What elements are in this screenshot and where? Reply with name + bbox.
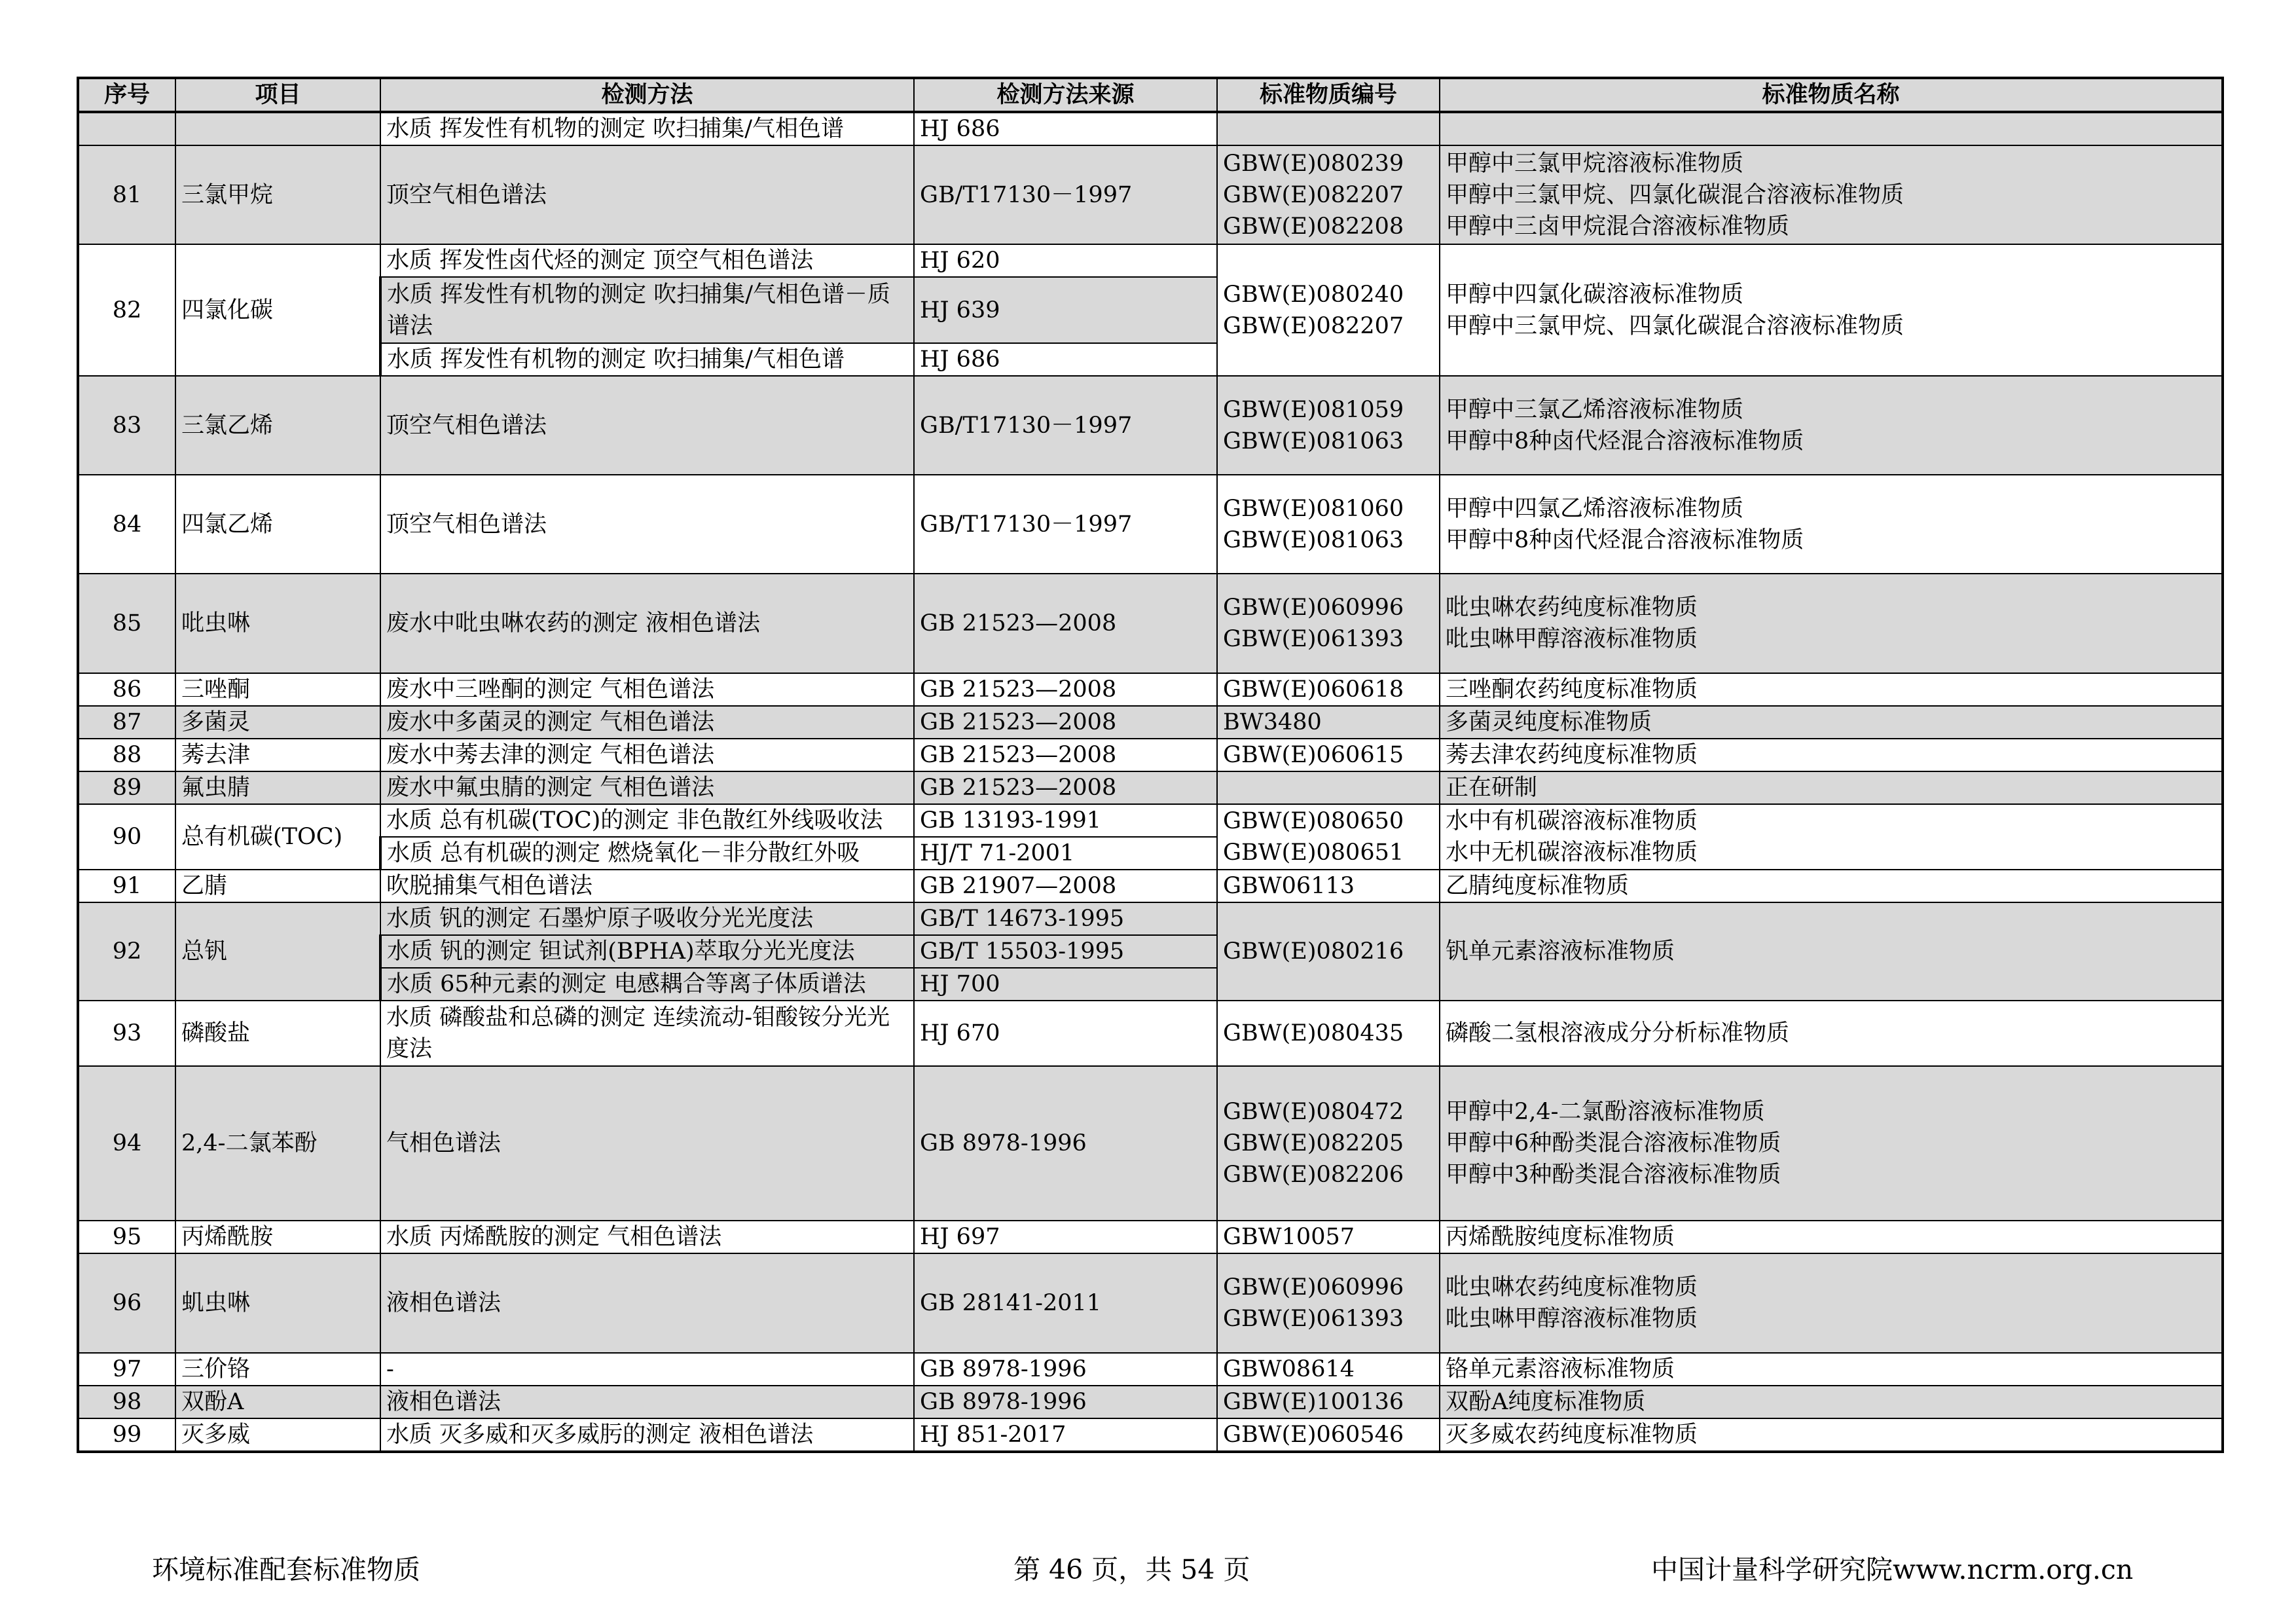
cell-method: 气相色谱法 — [380, 1066, 914, 1221]
cell-item: 氟虫腈 — [175, 771, 380, 804]
cell-item: 乙腈 — [175, 870, 380, 902]
cell-method-source: GB 21523—2008 — [914, 739, 1217, 771]
cell-material-name: 灭多威农药纯度标准物质 — [1440, 1418, 2223, 1452]
cell-item: 2,4-二氯苯酚 — [175, 1066, 380, 1221]
table-row — [78, 244, 2223, 277]
cell-method: 水质 丙烯酰胺的测定 气相色谱法 — [380, 1221, 914, 1253]
cell-method: 废水中氟虫腈的测定 气相色谱法 — [380, 771, 914, 804]
cell-material-code: GBW08614 — [1217, 1353, 1440, 1386]
cell-no: 84 — [78, 475, 175, 574]
cell-item: 三价铬 — [175, 1353, 380, 1386]
cell-material-code: GBW(E)080216 — [1217, 902, 1440, 1001]
cell-material-name: 丙烯酰胺纯度标准物质 — [1440, 1221, 2223, 1253]
table-row — [78, 1253, 2223, 1353]
cell-no: 81 — [78, 145, 175, 244]
cell-item: 总钒 — [175, 902, 380, 1001]
cell-no: 87 — [78, 706, 175, 739]
cell-material-code: GBW06113 — [1217, 870, 1440, 902]
cell-method-source: GB 21523—2008 — [914, 673, 1217, 706]
cell-method-source: HJ 620 — [914, 244, 1217, 277]
cell-item: 三氯乙烯 — [175, 376, 380, 475]
table-row — [78, 574, 2223, 673]
cell-item: 磷酸盐 — [175, 1001, 380, 1066]
cell-material-code — [1217, 112, 1440, 145]
table-row — [78, 145, 2223, 244]
cell-material-code: GBW(E)080240 GBW(E)082207 — [1217, 244, 1440, 376]
cell-method-source: HJ 686 — [914, 343, 1217, 376]
table-row — [78, 1386, 2223, 1418]
cell-method: 水质 钒的测定 石墨炉原子吸收分光光度法 — [380, 902, 914, 935]
table-row — [78, 804, 2223, 837]
cell-material-name: 甲醇中三氯甲烷溶液标准物质 甲醇中三氯甲烷、四氯化碳混合溶液标准物质 甲醇中三卤甲烷混合溶液标准物质 — [1440, 145, 2223, 244]
cell-no: 82 — [78, 244, 175, 376]
cell-method: 水质 磷酸盐和总磷的测定 连续流动-钼酸铵分光光度法 — [380, 1001, 914, 1066]
cell-method-source: GB 21907—2008 — [914, 870, 1217, 902]
cell-material-name: 铬单元素溶液标准物质 — [1440, 1353, 2223, 1386]
cell-item: 丙烯酰胺 — [175, 1221, 380, 1253]
cell-method: 水质 总有机碳(TOC)的测定 非色散红外线吸收法 — [380, 804, 914, 837]
footer-document-title: 环境标准配套标准物质 — [152, 1554, 420, 1585]
cell-no: 95 — [78, 1221, 175, 1253]
cell-method: 水质 挥发性有机物的测定 吹扫捕集/气相色谱－质谱法 — [380, 277, 914, 343]
cell-method-source: GB 8978-1996 — [914, 1353, 1217, 1386]
cell-method: - — [380, 1353, 914, 1386]
header-material-code: 标准物质编号 — [1217, 78, 1440, 112]
cell-method: 液相色谱法 — [380, 1253, 914, 1353]
table-header-row — [78, 78, 2223, 112]
cell-method: 水质 65种元素的测定 电感耦合等离子体质谱法 — [380, 968, 914, 1001]
cell-method-source: HJ 686 — [914, 112, 1217, 145]
cell-method-source: GB 8978-1996 — [914, 1066, 1217, 1221]
cell-material-code: BW3480 — [1217, 706, 1440, 739]
cell-method-source: GB 21523—2008 — [914, 771, 1217, 804]
cell-item: 莠去津 — [175, 739, 380, 771]
cell-material-name: 三唑酮农药纯度标准物质 — [1440, 673, 2223, 706]
cell-item: 四氯乙烯 — [175, 475, 380, 574]
cell-material-code — [1217, 771, 1440, 804]
table-row — [78, 1066, 2223, 1221]
cell-item: 四氯化碳 — [175, 244, 380, 376]
cell-material-code: GBW(E)060546 — [1217, 1418, 1440, 1452]
table-row — [78, 1353, 2223, 1386]
cell-material-code: GBW10057 — [1217, 1221, 1440, 1253]
cell-method-source: HJ 697 — [914, 1221, 1217, 1253]
cell-no: 98 — [78, 1386, 175, 1418]
cell-method-source: GB 21523—2008 — [914, 574, 1217, 673]
cell-material-name: 吡虫啉农药纯度标准物质 吡虫啉甲醇溶液标准物质 — [1440, 574, 2223, 673]
cell-item: 三氯甲烷 — [175, 145, 380, 244]
cell-material-name: 正在研制 — [1440, 771, 2223, 804]
table-row — [78, 706, 2223, 739]
cell-material-code: GBW(E)060618 — [1217, 673, 1440, 706]
cell-item: 多菌灵 — [175, 706, 380, 739]
cell-item: 三唑酮 — [175, 673, 380, 706]
cell-material-name: 多菌灵纯度标准物质 — [1440, 706, 2223, 739]
cell-method: 废水中莠去津的测定 气相色谱法 — [380, 739, 914, 771]
cell-no: 96 — [78, 1253, 175, 1353]
cell-method: 水质 挥发性有机物的测定 吹扫捕集/气相色谱 — [380, 112, 914, 145]
cell-method: 顶空气相色谱法 — [380, 475, 914, 574]
header-method-source: 检测方法来源 — [914, 78, 1217, 112]
table-row — [78, 1001, 2223, 1066]
cell-no: 91 — [78, 870, 175, 902]
cell-method: 水质 钒的测定 钽试剂(BPHA)萃取分光光度法 — [380, 935, 914, 968]
header-item: 项目 — [175, 78, 380, 112]
cell-method-source: GB 8978-1996 — [914, 1386, 1217, 1418]
cell-material-name: 甲醇中2,4-二氯酚溶液标准物质 甲醇中6种酚类混合溶液标准物质 甲醇中3种酚类混合溶液标准物质 — [1440, 1066, 2223, 1221]
cell-material-code: GBW(E)080650 GBW(E)080651 — [1217, 804, 1440, 870]
cell-material-code: GBW(E)060996 GBW(E)061393 — [1217, 1253, 1440, 1353]
cell-method-source: HJ 700 — [914, 968, 1217, 1001]
cell-item: 双酚A — [175, 1386, 380, 1418]
table-row — [78, 902, 2223, 935]
reference-material-table — [77, 77, 2224, 1453]
cell-item: 虮虫啉 — [175, 1253, 380, 1353]
cell-method-source: GB/T17130－1997 — [914, 376, 1217, 475]
cell-no: 85 — [78, 574, 175, 673]
header-material-name: 标准物质名称 — [1440, 78, 2223, 112]
cell-method: 水质 灭多威和灭多威肟的测定 液相色谱法 — [380, 1418, 914, 1452]
table-row — [78, 475, 2223, 574]
cell-material-code: GBW(E)060996 GBW(E)061393 — [1217, 574, 1440, 673]
cell-material-name: 甲醇中四氯化碳溶液标准物质 甲醇中三氯甲烷、四氯化碳混合溶液标准物质 — [1440, 244, 2223, 376]
cell-material-code: GBW(E)081059 GBW(E)081063 — [1217, 376, 1440, 475]
cell-material-code: GBW(E)080435 — [1217, 1001, 1440, 1066]
cell-no: 89 — [78, 771, 175, 804]
cell-material-name: 钒单元素溶液标准物质 — [1440, 902, 2223, 1001]
cell-item — [175, 112, 380, 145]
table-row — [78, 1418, 2223, 1452]
table-row — [78, 376, 2223, 475]
footer-page-number: 第 46 页，共 54 页 — [1013, 1554, 1250, 1585]
table-row — [78, 771, 2223, 804]
cell-method: 水质 挥发性有机物的测定 吹扫捕集/气相色谱 — [380, 343, 914, 376]
cell-material-name: 磷酸二氢根溶液成分分析标准物质 — [1440, 1001, 2223, 1066]
cell-material-name — [1440, 112, 2223, 145]
cell-method: 废水中三唑酮的测定 气相色谱法 — [380, 673, 914, 706]
cell-material-code: GBW(E)081060 GBW(E)081063 — [1217, 475, 1440, 574]
cell-method: 顶空气相色谱法 — [380, 376, 914, 475]
cell-material-code: GBW(E)080239 GBW(E)082207 GBW(E)082208 — [1217, 145, 1440, 244]
cell-material-code: GBW(E)080472 GBW(E)082205 GBW(E)082206 — [1217, 1066, 1440, 1221]
cell-item: 总有机碳(TOC) — [175, 804, 380, 870]
cell-item: 吡虫啉 — [175, 574, 380, 673]
cell-method-source: GB 21523—2008 — [914, 706, 1217, 739]
table-row — [78, 673, 2223, 706]
cell-material-name: 水中有机碳溶液标准物质 水中无机碳溶液标准物质 — [1440, 804, 2223, 870]
header-method: 检测方法 — [380, 78, 914, 112]
cell-method-source: GB/T 14673-1995 — [914, 902, 1217, 935]
cell-material-code: GBW(E)060615 — [1217, 739, 1440, 771]
cell-material-name: 吡虫啉农药纯度标准物质 吡虫啉甲醇溶液标准物质 — [1440, 1253, 2223, 1353]
cell-no: 90 — [78, 804, 175, 870]
cell-no: 92 — [78, 902, 175, 1001]
cell-method: 吹脱捕集气相色谱法 — [380, 870, 914, 902]
cell-material-name: 乙腈纯度标准物质 — [1440, 870, 2223, 902]
cell-method-source: GB/T17130－1997 — [914, 145, 1217, 244]
cell-no: 88 — [78, 739, 175, 771]
cell-no: 99 — [78, 1418, 175, 1452]
cell-method-source: HJ/T 71-2001 — [914, 837, 1217, 870]
cell-material-name: 双酚A纯度标准物质 — [1440, 1386, 2223, 1418]
cell-method-source: HJ 670 — [914, 1001, 1217, 1066]
cell-no: 94 — [78, 1066, 175, 1221]
cell-method-source: HJ 851-2017 — [914, 1418, 1217, 1452]
cell-item: 灭多威 — [175, 1418, 380, 1452]
cell-method-source: GB 28141-2011 — [914, 1253, 1217, 1353]
header-no: 序号 — [78, 78, 175, 112]
cell-no — [78, 112, 175, 145]
table-row — [78, 870, 2223, 902]
cell-no: 86 — [78, 673, 175, 706]
cell-method: 液相色谱法 — [380, 1386, 914, 1418]
cell-material-code: GBW(E)100136 — [1217, 1386, 1440, 1418]
cell-method: 顶空气相色谱法 — [380, 145, 914, 244]
table-row — [78, 739, 2223, 771]
cell-no: 97 — [78, 1353, 175, 1386]
footer-organization: 中国计量科学研究院www.ncrm.org.cn — [1651, 1554, 2134, 1585]
cell-material-name: 莠去津农药纯度标准物质 — [1440, 739, 2223, 771]
cell-method: 水质 总有机碳的测定 燃烧氧化－非分散红外吸 — [380, 837, 914, 870]
cell-method: 水质 挥发性卤代烃的测定 顶空气相色谱法 — [380, 244, 914, 277]
table-row — [78, 1221, 2223, 1253]
cell-material-name: 甲醇中四氯乙烯溶液标准物质 甲醇中8种卤代烃混合溶液标准物质 — [1440, 475, 2223, 574]
cell-no: 93 — [78, 1001, 175, 1066]
table-row-continuation — [78, 112, 2223, 145]
cell-material-name: 甲醇中三氯乙烯溶液标准物质 甲醇中8种卤代烃混合溶液标准物质 — [1440, 376, 2223, 475]
cell-method-source: GB/T17130－1997 — [914, 475, 1217, 574]
cell-method-source: HJ 639 — [914, 277, 1217, 343]
cell-no: 83 — [78, 376, 175, 475]
cell-method-source: GB/T 15503-1995 — [914, 935, 1217, 968]
cell-method-source: GB 13193-1991 — [914, 804, 1217, 837]
cell-method: 废水中多菌灵的测定 气相色谱法 — [380, 706, 914, 739]
cell-method: 废水中吡虫啉农药的测定 液相色谱法 — [380, 574, 914, 673]
